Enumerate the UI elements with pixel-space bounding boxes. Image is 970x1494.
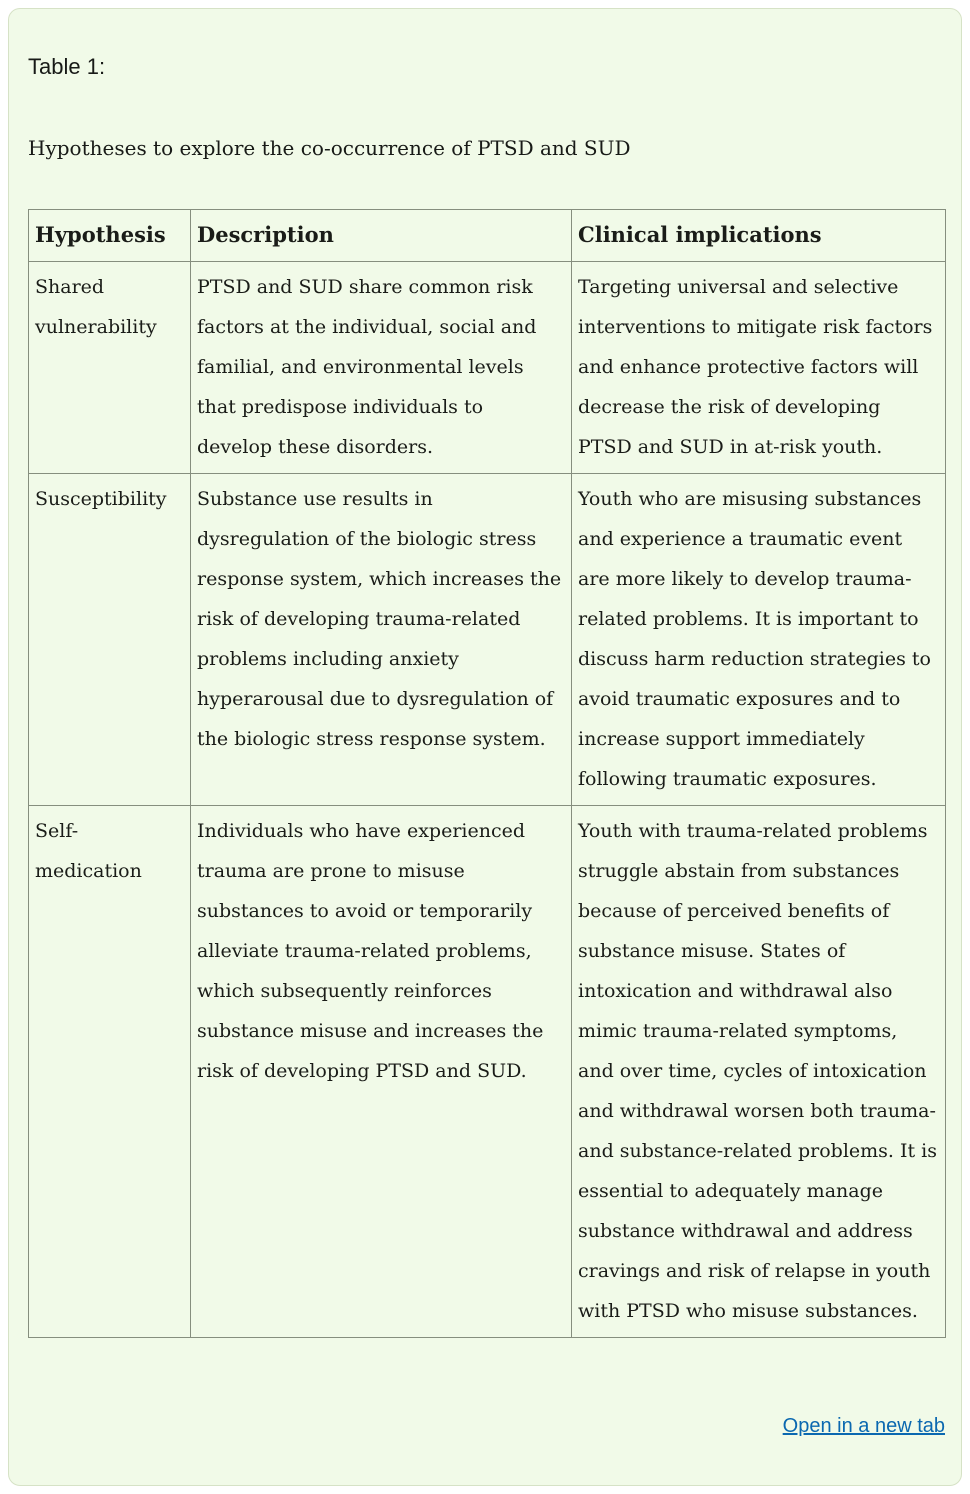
table-label: Table 1:	[28, 54, 106, 79]
cell-hypothesis: Shared vulnerability	[29, 262, 191, 474]
cell-description: PTSD and SUD share common risk factors at the individual, social and familial, and environmental levels that predispose individuals to develop these disorders.	[191, 262, 572, 474]
cell-hypothesis: Self-medication	[29, 806, 191, 1338]
cell-hypothesis: Susceptibility	[29, 474, 191, 806]
cell-description: Substance use results in dysregulation of the biologic stress response system, which increases the risk of developing trauma-related problems including anxiety hyperarousal due to dysregulation of the biologic stress response system.	[191, 474, 572, 806]
cell-clinical-implications: Youth who are misusing substances and experience a traumatic event are more likely to develop trauma-related problems. It is important to discuss harm reduction strategies to avoid traumatic exposures and to increase support immediately following traumatic exposures.	[572, 474, 946, 806]
cell-description: Individuals who have experienced trauma are prone to misuse substances to avoid or temporarily alleviate trauma-related problems, which subsequently reinforces substance misuse and increases the risk of developing PTSD and SUD.	[191, 806, 572, 1338]
table-header-row	[29, 210, 946, 262]
link-row	[783, 1415, 945, 1438]
table-caption: Hypotheses to explore the co-occurrence of PTSD and SUD	[28, 136, 631, 161]
cell-clinical-implications: Youth with trauma-related problems struggle abstain from substances because of perceived benefits of substance misuse. States of intoxication and withdrawal also mimic trauma-related symptoms, and over time, cycles of intoxication and withdrawal worsen both trauma- and substance-related problems. It is essential to adequately manage substance withdrawal and address cravings and risk of relapse in youth with PTSD who misuse substances.	[572, 806, 946, 1338]
table-row	[29, 262, 946, 474]
open-in-new-tab-link[interactable]: Open in a new tab	[782, 1415, 945, 1437]
table-card	[8, 8, 962, 1486]
hypotheses-table	[28, 209, 946, 1338]
column-header-description: Description	[191, 210, 572, 262]
table-row	[29, 474, 946, 806]
cell-clinical-implications: Targeting universal and selective interventions to mitigate risk factors and enhance protective factors will decrease the risk of developing PTSD and SUD in at-risk youth.	[572, 262, 946, 474]
column-header-clinical-implications: Clinical implications	[572, 210, 946, 262]
table-row	[29, 806, 946, 1338]
column-header-hypothesis: Hypothesis	[29, 210, 191, 262]
